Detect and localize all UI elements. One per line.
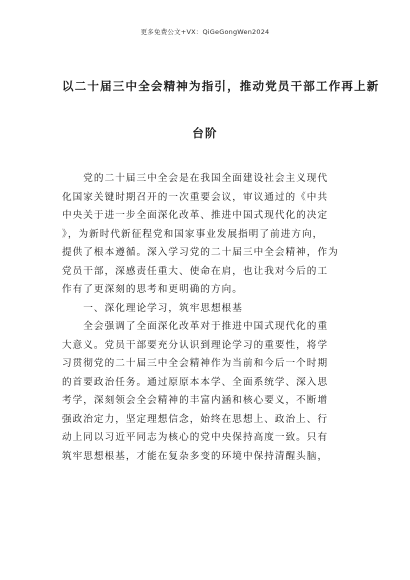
text-line: 筑牢思想根基，才能在复杂多变的环境中保持清醒头脑， [62,450,329,462]
text-line: 习贯彻党的二十届三中全会精神作为当前和今后一个时期 [62,358,329,369]
text-line: 中央关于进一步全面深化改革、推进中国式现代化的决定 [62,210,329,221]
text-line: 化国家关键时期召开的一次重要会议，审议通过的《中共 [62,191,329,203]
text-line: 一、深化理论学习，筑牢思想根基 [62,302,243,314]
text-line: 党的二十届三中全会是在我国全面建设社会主义现代 [62,173,329,184]
text-line: 大意义。党员干部要充分认识到理论学习的重要性，将学 [62,339,329,351]
text-line: 作有了更深刻的思考和更明确的方向。 [62,284,243,295]
text-line: 提供了根本遵循。深入学习党的二十届三中全会精神，作为 [62,247,339,258]
paragraph [62,318,352,466]
text-line: 党员干部，深感责任重大、使命在肩，也让我对今后的工 [62,265,329,277]
text-line: 的首要政治任务。通过原原本本学、全面系统学、深入思 [62,376,329,388]
document-body [62,170,352,466]
text-line: 动上同以习近平同志为核心的党中央保持高度一致。只有 [62,432,329,443]
section-heading [62,300,352,319]
title-line-2: 台阶 [192,126,218,140]
paragraph [62,170,352,300]
text-line: 》，为新时代新征程党和国家事业发展指明了前进方向， [62,228,324,240]
text-line: 强政治定力，坚定理想信念，始终在思想上、政治上、行 [62,413,329,425]
text-line: 全会强调了全面深化改革对于推进中国式现代化的重 [62,321,329,332]
header-note: 更多免费公文+VX：QiGeGongWen2024 [140,28,270,36]
text-line: 考学，深刻领会全会精神的丰富内涵和核心要义，不断增 [62,395,329,406]
title-line-1: 以二十届三中全会精神为指引，推动党员干部工作再上新 [62,79,380,93]
